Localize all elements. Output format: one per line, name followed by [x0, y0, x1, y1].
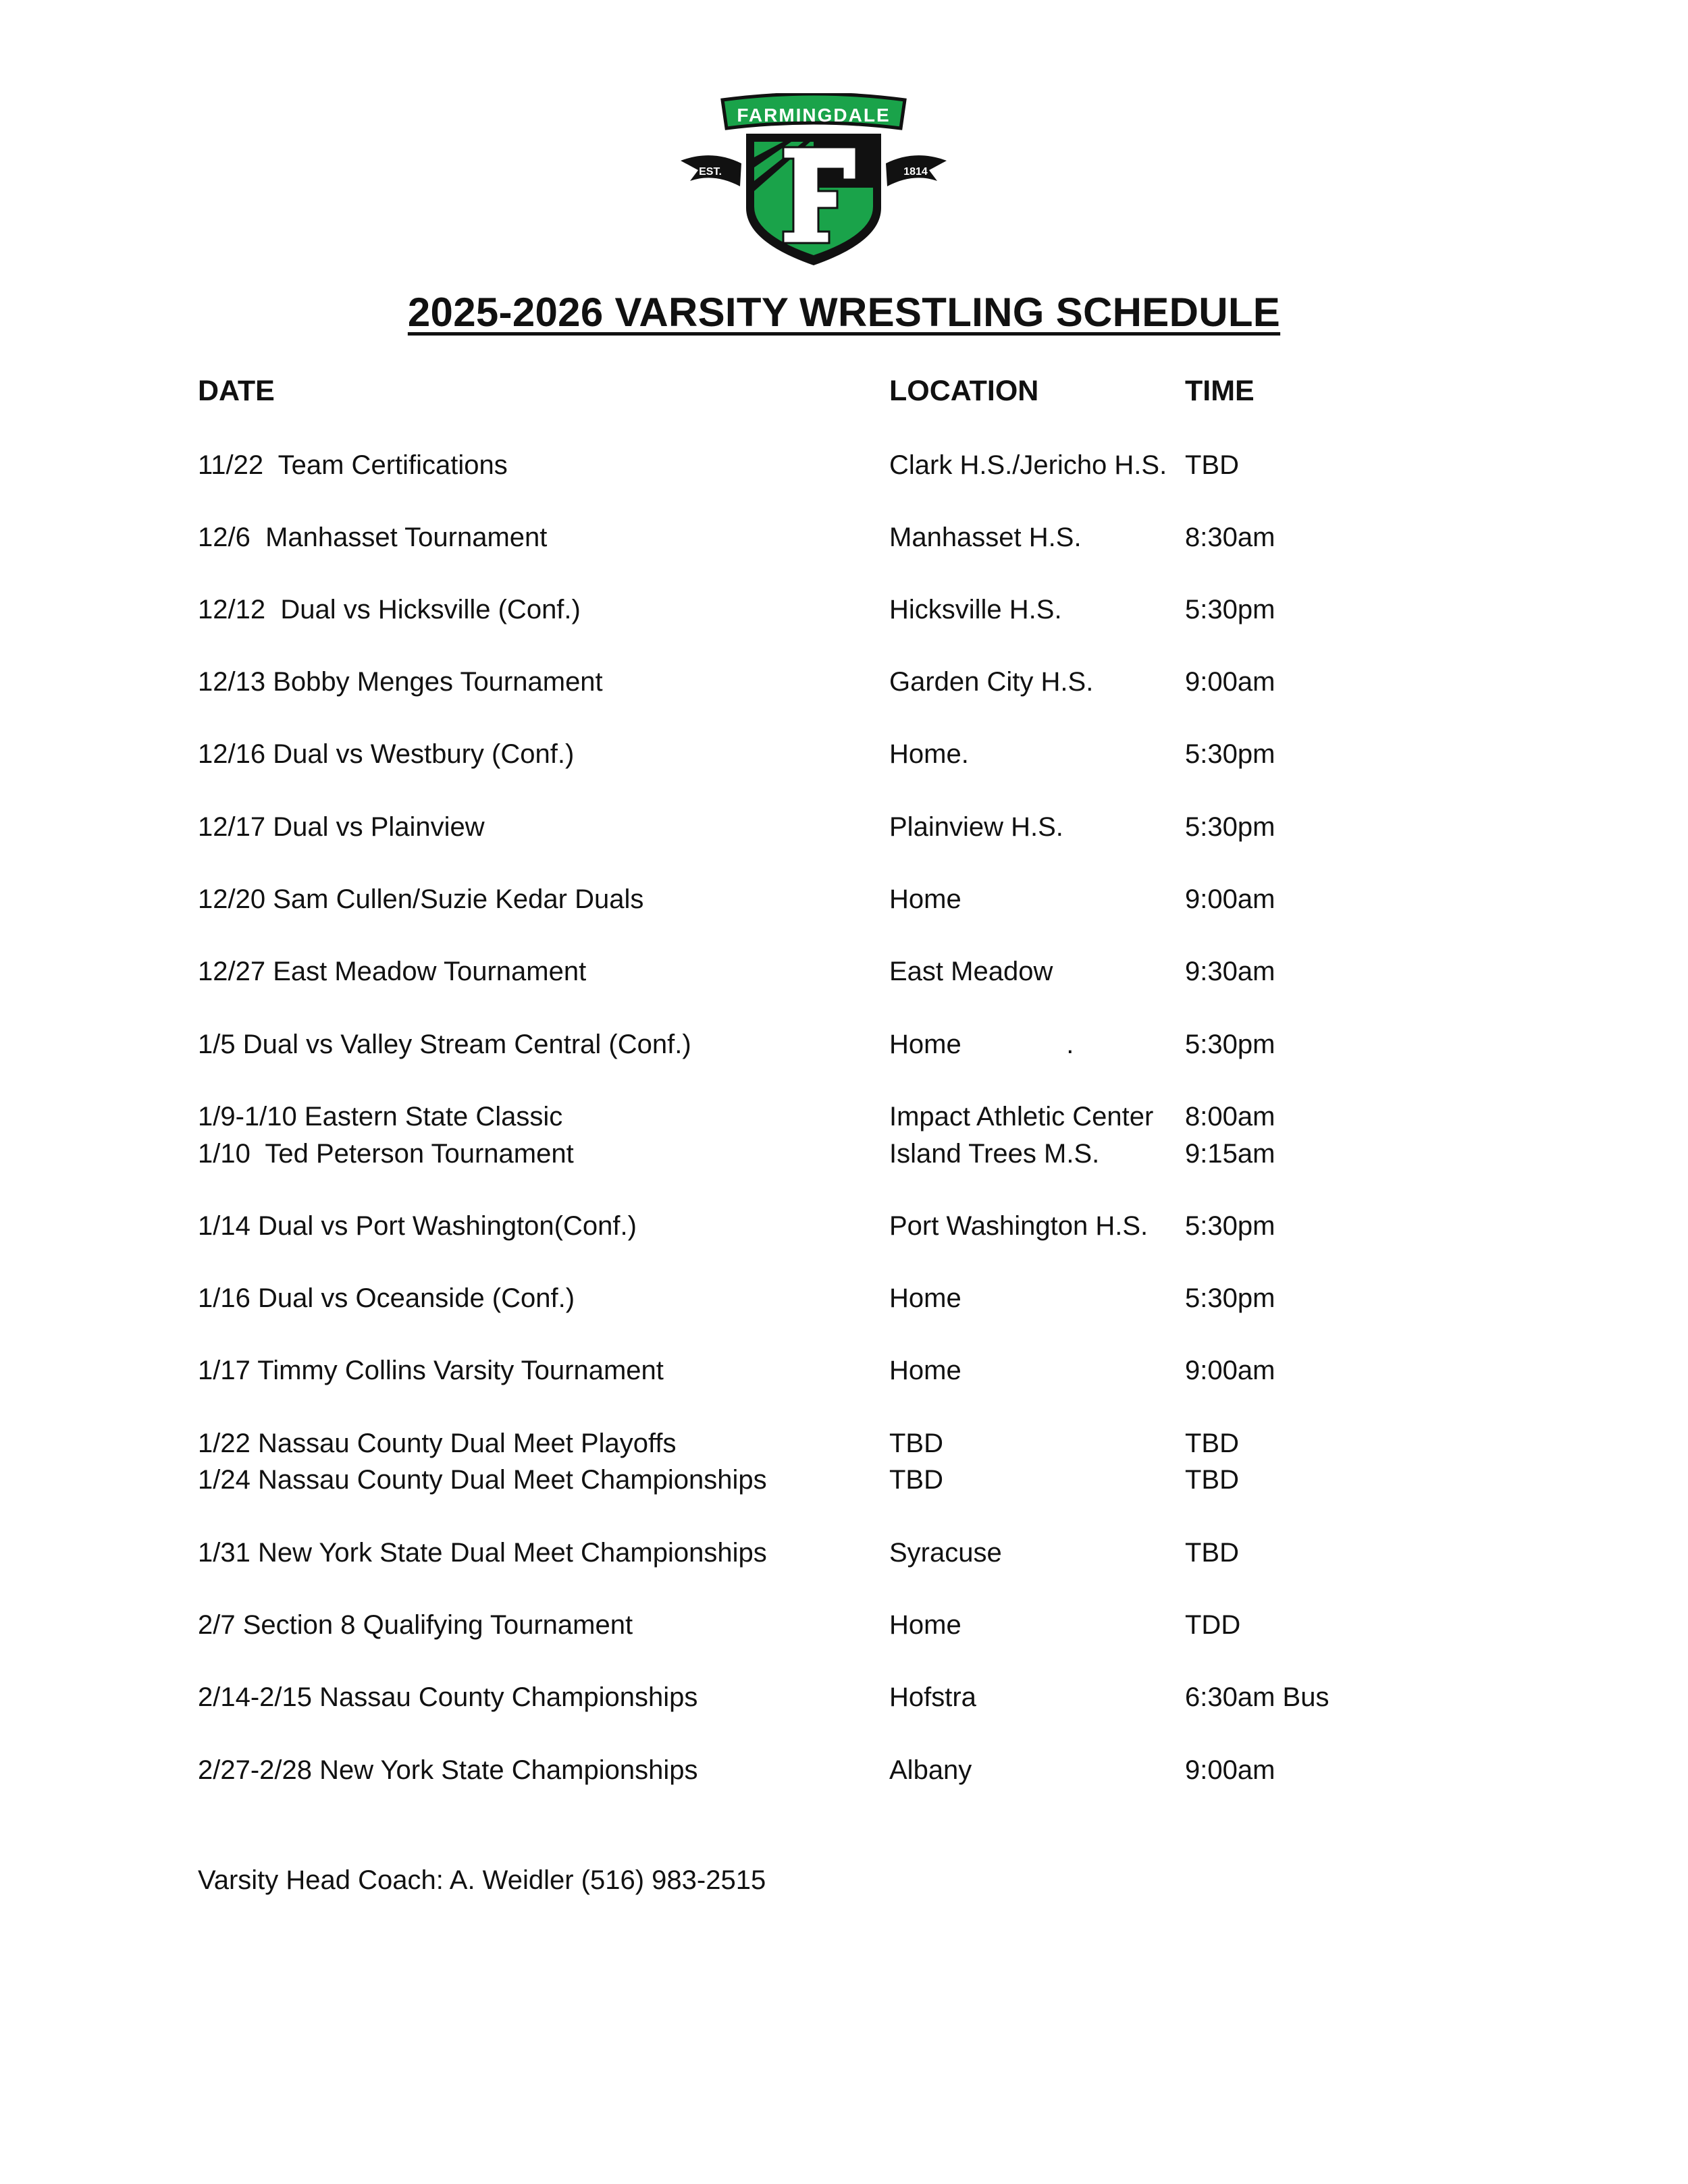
row-time: 5:30pm: [1185, 812, 1275, 842]
row-event: 12/13 Bobby Menges Tournament: [198, 667, 603, 697]
schedule-row: [0, 450, 1688, 487]
schedule-row: [0, 1283, 1688, 1321]
row-event: 12/16 Dual vs Westbury (Conf.): [198, 739, 575, 769]
schedule-row: [0, 1030, 1688, 1067]
row-event: 1/31 New York State Dual Meet Championships: [198, 1538, 767, 1568]
row-time: 9:00am: [1185, 1755, 1275, 1785]
row-time: 5:30pm: [1185, 739, 1275, 769]
row-event: 12/12 Dual vs Hicksville (Conf.): [198, 595, 581, 624]
page-title: 2025-2026 VARSITY WRESTLING SCHEDULE: [407, 290, 1281, 335]
schedule-row: [0, 1102, 1688, 1139]
schedule-row: [0, 739, 1688, 776]
schedule-row: [0, 595, 1688, 632]
row-time: 9:00am: [1185, 667, 1275, 697]
row-event: 1/24 Nassau County Dual Meet Championships: [198, 1465, 767, 1495]
row-location: Home: [889, 1356, 961, 1385]
row-location: Home: [889, 884, 961, 914]
head-coach-contact: Varsity Head Coach: A. Weidler (516) 983-2515: [198, 1865, 766, 1895]
row-time: 5:30pm: [1185, 1211, 1275, 1241]
row-time: 6:30am Bus: [1185, 1682, 1329, 1712]
row-location: East Meadow: [889, 957, 1053, 986]
row-location: Port Washington H.S.: [889, 1211, 1149, 1241]
row-time: TBD: [1185, 1465, 1239, 1495]
logo-est-right: 1814: [903, 166, 928, 178]
row-location: Clark H.S./Jericho H.S.: [889, 450, 1167, 480]
logo-est-left: EST.: [699, 166, 722, 178]
row-event: 1/10 Ted Peterson Tournament: [198, 1139, 574, 1169]
row-location: Garden City H.S.: [889, 667, 1094, 697]
logo-letter: F: [675, 93, 676, 94]
row-time: 5:30pm: [1185, 1030, 1275, 1059]
schedule-row: [0, 1139, 1688, 1176]
row-event: 2/27-2/28 New York State Championships: [198, 1755, 698, 1785]
row-location: Home: [889, 1283, 961, 1313]
schedule-row: [0, 1682, 1688, 1720]
schedule-row: [0, 667, 1688, 704]
row-time: 9:30am: [1185, 957, 1275, 986]
row-event: 2/7 Section 8 Qualifying Tournament: [198, 1610, 633, 1640]
row-time: TBD: [1185, 1429, 1239, 1458]
row-location: Home: [889, 1610, 961, 1640]
schedule-row: [0, 957, 1688, 994]
column-header-time: TIME: [1185, 375, 1255, 407]
row-location: Hofstra: [889, 1682, 976, 1712]
row-event: 2/14-2/15 Nassau County Championships: [198, 1682, 698, 1712]
schedule-row: [0, 884, 1688, 922]
row-event: 12/27 East Meadow Tournament: [198, 957, 587, 986]
row-time: 8:00am: [1185, 1102, 1275, 1131]
row-location: Plainview H.S.: [889, 812, 1063, 842]
column-header-location: LOCATION: [889, 375, 1039, 407]
schedule-row: [0, 1465, 1688, 1502]
row-time: 8:30am: [1185, 523, 1275, 552]
row-event: 1/14 Dual vs Port Washington(Conf.): [198, 1211, 637, 1241]
row-location: Home.: [889, 739, 969, 769]
row-time: 5:30pm: [1185, 1283, 1275, 1313]
row-event: 1/5 Dual vs Valley Stream Central (Conf.): [198, 1030, 691, 1059]
row-location: TBD: [889, 1429, 943, 1458]
row-location: Hicksville H.S.: [889, 595, 1062, 624]
row-event: 1/9-1/10 Eastern State Classic: [198, 1102, 563, 1131]
row-location: Impact Athletic Center: [889, 1102, 1154, 1131]
row-event: 11/22 Team Certifications: [198, 450, 508, 480]
schedule-row: [0, 1755, 1688, 1792]
schedule-row: [0, 1538, 1688, 1575]
column-header-date: DATE: [198, 375, 275, 407]
row-event: 12/17 Dual vs Plainview: [198, 812, 485, 842]
row-location: Albany: [889, 1755, 972, 1785]
schedule-row: [0, 1211, 1688, 1248]
schedule-row: [0, 1356, 1688, 1393]
row-event: 1/16 Dual vs Oceanside (Conf.): [198, 1283, 575, 1313]
row-time: 9:15am: [1185, 1139, 1275, 1169]
logo-banner-text: FARMINGDALE: [737, 105, 891, 126]
schedule-row: [0, 812, 1688, 849]
row-time: 9:00am: [1185, 1356, 1275, 1385]
row-event: 1/22 Nassau County Dual Meet Playoffs: [198, 1429, 677, 1458]
row-event: 12/20 Sam Cullen/Suzie Kedar Duals: [198, 884, 644, 914]
row-time: TBD: [1185, 450, 1239, 480]
row-location: Home .: [889, 1030, 1074, 1059]
farmingdale-logo: [675, 93, 952, 267]
row-location: Manhasset H.S.: [889, 523, 1082, 552]
row-time: 5:30pm: [1185, 595, 1275, 624]
row-location: TBD: [889, 1465, 943, 1495]
row-location: Island Trees M.S.: [889, 1139, 1100, 1169]
row-time: TBD: [1185, 1538, 1239, 1568]
row-event: 12/6 Manhasset Tournament: [198, 523, 548, 552]
row-time: 9:00am: [1185, 884, 1275, 914]
row-location: Syracuse: [889, 1538, 1002, 1568]
schedule-row: [0, 1429, 1688, 1466]
row-time: TDD: [1185, 1610, 1241, 1640]
row-event: 1/17 Timmy Collins Varsity Tournament: [198, 1356, 664, 1385]
schedule-row: [0, 1610, 1688, 1647]
schedule-row: [0, 523, 1688, 560]
